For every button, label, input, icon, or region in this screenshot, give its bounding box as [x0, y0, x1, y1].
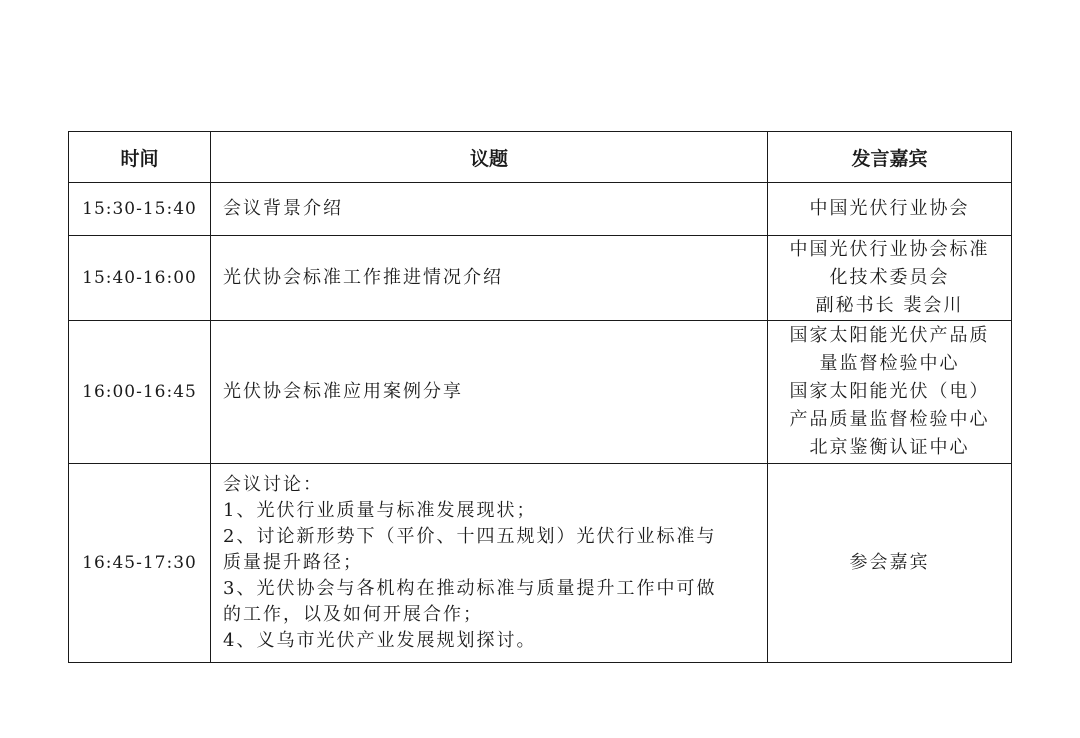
table-row: [69, 321, 1012, 464]
speaker-cell: [768, 321, 1012, 464]
table-row: [69, 464, 1012, 663]
topic-line: 会议讨论：: [223, 474, 323, 495]
time-cell: 15:40-16:00: [69, 236, 211, 321]
speaker-line: 国家太阳能光伏（电）: [789, 381, 990, 402]
speaker-cell: [768, 236, 1012, 321]
time-cell: 16:00-16:45: [69, 321, 211, 464]
speaker-line: 产品质量监督检验中心: [789, 409, 990, 430]
topic-line: 4、义乌市光伏产业发展规划探讨。: [223, 630, 537, 651]
table-row: [69, 183, 1012, 236]
topic-line: 光伏协会标准应用案例分享: [223, 381, 463, 402]
topic-line: 质量提升路径；: [223, 552, 363, 573]
topic-cell: [211, 183, 768, 236]
topic-cell: [211, 464, 768, 663]
topic-cell: [211, 236, 768, 321]
header-row: [69, 132, 1012, 183]
topic-line: 3、光伏协会与各机构在推动标准与质量提升工作中可做: [223, 578, 717, 599]
topic-line: 光伏协会标准工作推进情况介绍: [223, 267, 503, 288]
header-speaker: 发言嘉宾: [768, 132, 1012, 183]
time-cell: 16:45-17:30: [69, 464, 211, 663]
speaker-line: 北京鉴衡认证中心: [809, 437, 970, 458]
time-cell: 15:30-15:40: [69, 183, 211, 236]
speaker-line: 中国光伏行业协会标准: [789, 239, 990, 260]
speaker-line: 量监督检验中心: [819, 353, 960, 374]
speaker-line: 中国光伏行业协会: [809, 198, 970, 219]
header-topic: 议题: [211, 132, 768, 183]
speaker-line: 副秘书长 裴会川: [815, 295, 964, 316]
header-time: 时间: [69, 132, 211, 183]
topic-line: 2、讨论新形势下（平价、十四五规划）光伏行业标准与: [223, 526, 717, 547]
speaker-cell: [768, 464, 1012, 663]
topic-line: 的工作，以及如何开展合作；: [223, 604, 483, 625]
speaker-cell: [768, 183, 1012, 236]
speaker-line: 化技术委员会: [829, 267, 950, 288]
speaker-line: 国家太阳能光伏产品质: [789, 325, 990, 346]
table-row: [69, 236, 1012, 321]
topic-cell: [211, 321, 768, 464]
topic-line: 1、光伏行业质量与标准发展现状；: [223, 500, 537, 521]
speaker-line: 参会嘉宾: [849, 552, 930, 573]
topic-line: 会议背景介绍: [223, 198, 343, 219]
agenda-table: [68, 131, 1012, 663]
